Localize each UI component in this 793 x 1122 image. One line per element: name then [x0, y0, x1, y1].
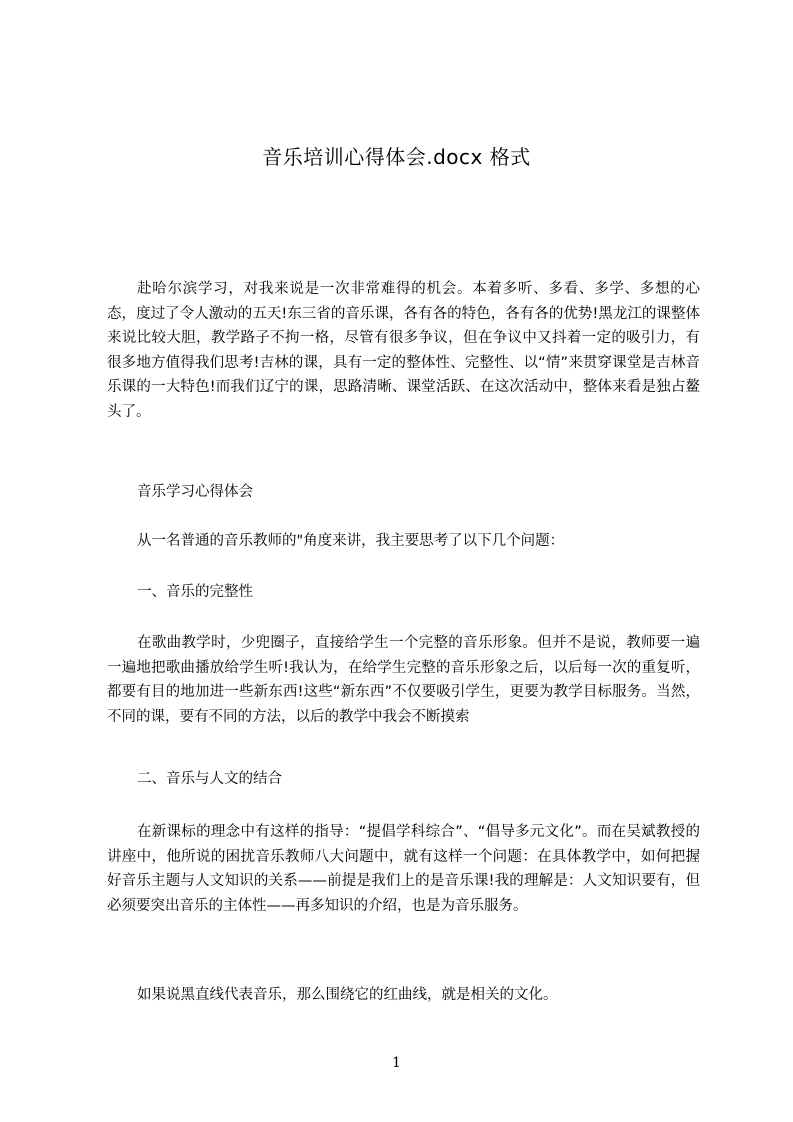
heading-music-study: 音乐学习心得体会 — [137, 484, 253, 500]
paragraph-intro: 赴哈尔滨学习，对我来说是一次非常难得的机会。本着多听、多看、多学、多想的心态，度过了令人激动的五天!东三省的音乐课，各有各的特色，各有各的优势!黑龙江的课整体来说比较大胆，教学路子不拘一格，尽管有很多争议，但在争议中又抖着一定的吸引力，有很多地方值得我们思考!吉林的课，具有一定的整体性、完整性、以“情”来贯穿课堂是吉林音乐课的一大特色!而我们辽宁的课，思路清晰、课堂活跃、在这次活动中，整体来看是独占鳌头了。 — [107, 281, 700, 420]
heading-section-one: 一、音乐的完整性 — [137, 584, 253, 600]
page-number: 1 — [392, 1055, 401, 1071]
paragraph-red-curve: 如果说黑直线代表音乐，那么围绕它的红曲线，就是相关的文化。 — [137, 987, 558, 1003]
paragraph-humanities: 在新课标的理念中有这样的指导：“提倡学科综合”、“倡导多元文化”。而在吴斌教授的讲座中，他所说的困扰音乐教师八大问题中，就有这样一个问题：在具体教学中，如何把握好音乐主题与人文知识的关系——前提是我们上的是音乐课!我的理解是：人文知识要有，但必须要突出音乐的主体性——再多知识的介绍，也是为音乐服务。 — [107, 824, 700, 914]
document-title: 音乐培训心得体会.docx 格式 — [262, 145, 531, 169]
paragraph-completeness: 在歌曲教学时，少兜圈子，直接给学生一个完整的音乐形象。但并不是说，教师要一遍一遍地把歌曲播放给学生听!我认为，在给学生完整的音乐形象之后，以后每一次的重复听，都要有目的地加进一些新东西!这些“新东西”不仅要吸引学生，更要为教学目标服务。当然，不同的课，要有不同的方法，以后的教学中我会不断摸索 — [107, 635, 700, 725]
heading-section-two: 二、音乐与人文的结合 — [137, 771, 282, 787]
paragraph-perspective: 从一名普通的音乐教师的"角度来讲，我主要思考了以下几个问题： — [137, 533, 565, 549]
